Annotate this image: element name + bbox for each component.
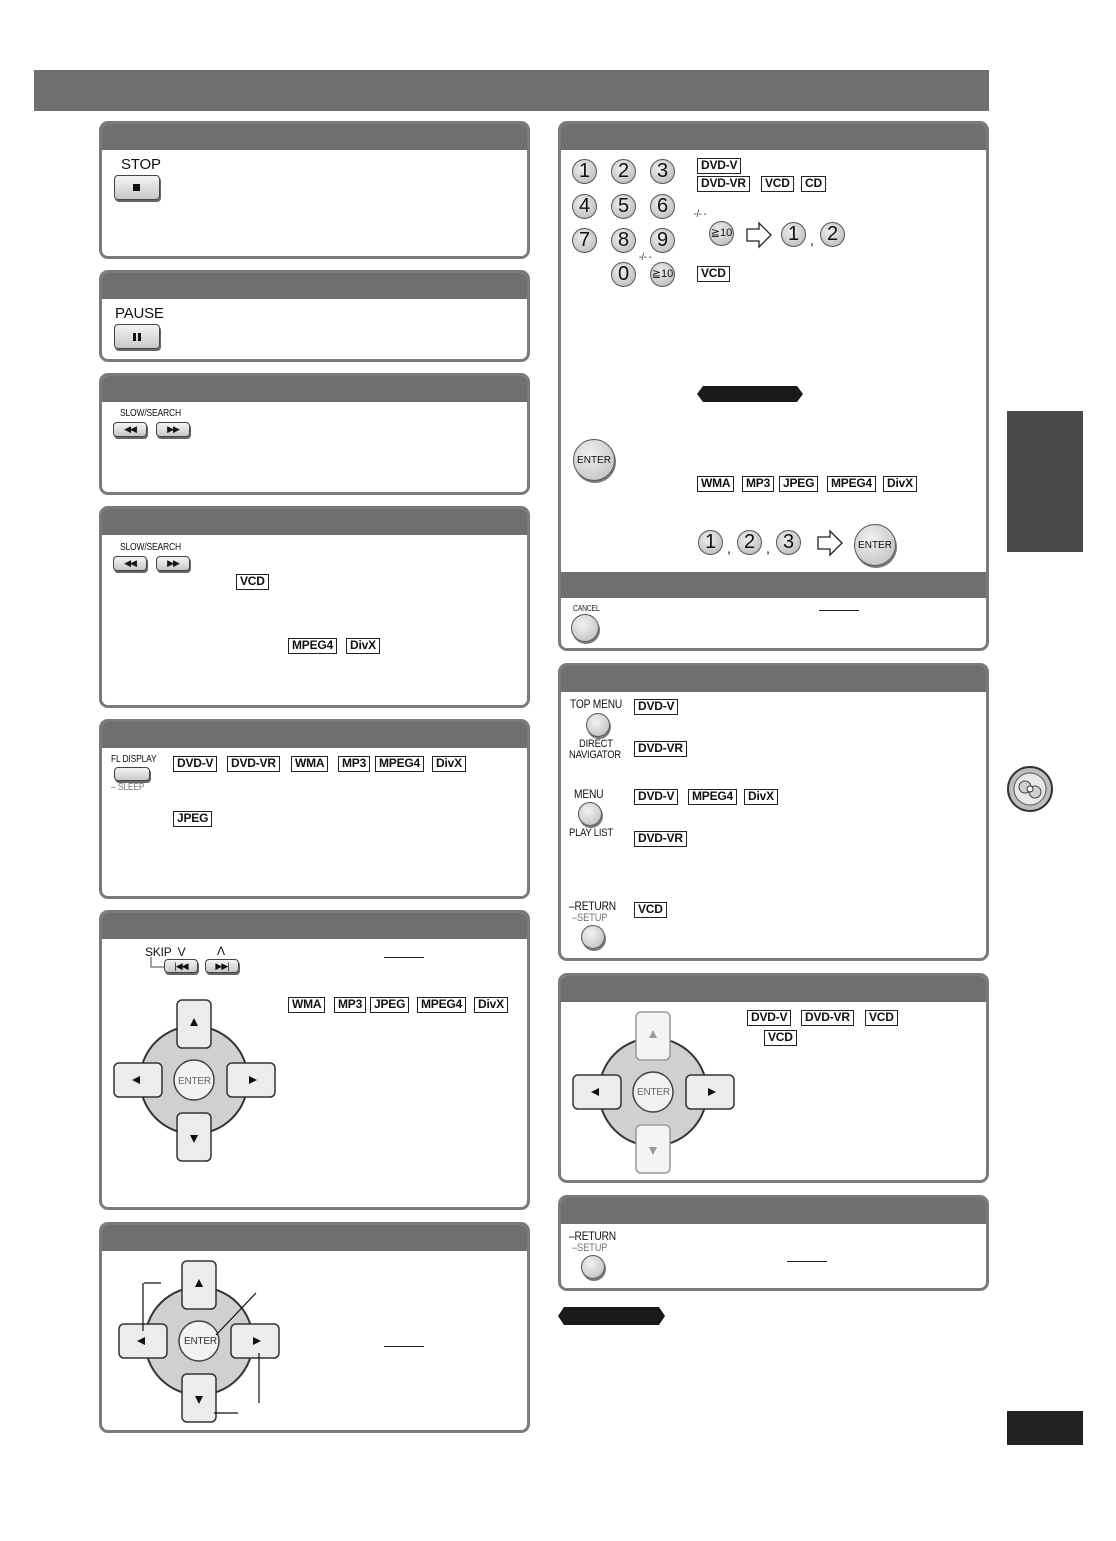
- panel-menus: [558, 663, 989, 961]
- format-tag-jpeg: JPEG: [779, 476, 818, 492]
- format-tag-dvdv: DVD-V: [634, 699, 678, 715]
- panel-header: [102, 273, 527, 299]
- comma: ,: [727, 540, 731, 556]
- disc-icon: [1006, 765, 1054, 813]
- note-banner: [558, 1307, 665, 1325]
- fl-display-label: FL DISPLAY: [111, 754, 157, 765]
- format-tag-vcd: VCD: [634, 902, 667, 918]
- direct-label: DIRECT: [579, 738, 613, 750]
- enter-button[interactable]: ENTER: [573, 439, 615, 481]
- format-tag-dvdvr: DVD-VR: [634, 741, 687, 757]
- panel-stop: [99, 121, 530, 259]
- format-tag-mp3: MP3: [742, 476, 774, 492]
- panel-header: [102, 722, 527, 748]
- comma: ,: [766, 540, 770, 556]
- skip-up-symbol: Λ: [217, 944, 225, 958]
- enter-label: ENTER: [637, 1087, 670, 1098]
- number-button-1[interactable]: 1: [572, 159, 597, 184]
- search-forward-button[interactable]: ▶▶: [156, 422, 190, 437]
- panel-return: [558, 1195, 989, 1291]
- format-tag-dvdv: DVD-V: [697, 158, 741, 174]
- number-button-4[interactable]: 4: [572, 194, 597, 219]
- format-tag-cd: CD: [801, 176, 826, 192]
- number-button-0[interactable]: 0: [611, 262, 636, 287]
- underline-ref: [819, 610, 859, 611]
- play-list-label: PLAY LIST: [569, 827, 613, 839]
- panel-header: [561, 976, 986, 1002]
- page-header-bar: [34, 70, 989, 111]
- sleep-label: – SLEEP: [111, 782, 145, 793]
- panel-header: [102, 509, 527, 535]
- format-tag-divx: DivX: [883, 476, 917, 492]
- enter-label: ENTER: [184, 1336, 217, 1347]
- fl-display-button[interactable]: [114, 767, 150, 781]
- enter-icon: ENTER: [854, 524, 896, 566]
- skip-back-button[interactable]: |◀◀: [164, 959, 198, 973]
- panel-slow-motion: [99, 506, 530, 708]
- search-backward-button[interactable]: ◀◀: [113, 422, 147, 437]
- return-button[interactable]: [581, 925, 605, 949]
- skip-forward-button[interactable]: ▶▶|: [205, 959, 239, 973]
- panel-subheader: [561, 572, 986, 598]
- slow-backward-button[interactable]: ◀◀: [113, 556, 147, 571]
- number-button-5[interactable]: 5: [611, 194, 636, 219]
- panel-pause: [99, 270, 530, 362]
- enter-label: ENTER: [178, 1076, 211, 1087]
- panel-display: [99, 719, 530, 899]
- panel-header: [561, 666, 986, 692]
- format-tag-divx: DivX: [744, 789, 778, 805]
- format-tag-wma: WMA: [697, 476, 734, 492]
- panel-header: [102, 1225, 527, 1251]
- number-icon-3: 3: [776, 530, 801, 555]
- panel-skip: [99, 910, 530, 1210]
- number-button-3[interactable]: 3: [650, 159, 675, 184]
- format-tag-divx: DivX: [432, 756, 466, 772]
- chapter-tab: [1007, 411, 1083, 552]
- format-tag-divx: DivX: [346, 638, 380, 654]
- menu-button[interactable]: [578, 802, 602, 826]
- format-tag-divx: DivX: [474, 997, 508, 1013]
- format-tag-dvdv: DVD-V: [634, 789, 678, 805]
- format-tag-dvdvr: DVD-VR: [634, 831, 687, 847]
- number-icon-2: 2: [737, 530, 762, 555]
- underline-ref: [384, 957, 424, 958]
- format-tag-mpeg4: MPEG4: [288, 638, 337, 654]
- number-button-9[interactable]: 9: [650, 228, 675, 253]
- panel-search: [99, 373, 530, 495]
- comma: ,: [810, 232, 814, 248]
- return-label: –RETURN: [569, 1229, 617, 1243]
- format-tag-vcd: VCD: [761, 176, 794, 192]
- setup-label: –SETUP: [572, 1242, 608, 1254]
- format-tag-dvdvr: DVD-VR: [227, 756, 280, 772]
- format-tag-mpeg4: MPEG4: [417, 997, 466, 1013]
- stop-button[interactable]: [114, 175, 160, 200]
- panel-header: [102, 913, 527, 939]
- format-tag-jpeg: JPEG: [370, 997, 409, 1013]
- number-button-2[interactable]: 2: [611, 159, 636, 184]
- arrow-right-icon: [816, 529, 844, 557]
- panel-header: [561, 124, 986, 150]
- slow-search-label: SLOW/SEARCH: [120, 408, 181, 419]
- return-button[interactable]: [581, 1255, 605, 1279]
- number-button-7[interactable]: 7: [572, 228, 597, 253]
- page-number-tab: [1007, 1411, 1083, 1445]
- top-menu-label: TOP MENU: [570, 697, 623, 711]
- panel-header: [561, 1198, 986, 1224]
- format-tag-vcd: VCD: [236, 574, 269, 590]
- panel-header: [102, 124, 527, 150]
- format-tag-dvdvr: DVD-VR: [801, 1010, 854, 1026]
- slow-forward-button[interactable]: ▶▶: [156, 556, 190, 571]
- number-icon-1: 1: [698, 530, 723, 555]
- menu-label: MENU: [574, 787, 604, 801]
- stop-label: STOP: [121, 156, 161, 173]
- navigator-label: NAVIGATOR: [569, 749, 621, 761]
- ten-plus-label: -/- -: [639, 252, 652, 263]
- panel-page-skip: [558, 973, 989, 1183]
- format-tag-mpeg4: MPEG4: [827, 476, 876, 492]
- format-tag-wma: WMA: [291, 756, 328, 772]
- cancel-label: CANCEL: [573, 604, 600, 613]
- ten-plus-button[interactable]: ≧10: [650, 262, 675, 287]
- format-tag-vcd: VCD: [865, 1010, 898, 1026]
- format-tag-dvdv: DVD-V: [747, 1010, 791, 1026]
- panel-numbered: [558, 121, 989, 651]
- note-banner: [697, 386, 803, 402]
- underline-ref: [384, 1346, 424, 1347]
- return-label: –RETURN: [569, 899, 617, 913]
- format-tag-vcd: VCD: [764, 1030, 797, 1046]
- arrow-right-icon: [745, 221, 773, 249]
- slow-search-label: SLOW/SEARCH: [120, 542, 181, 553]
- format-tag-dvdv: DVD-V: [173, 756, 217, 772]
- format-tag-vcd: VCD: [697, 266, 730, 282]
- pause-label: PAUSE: [115, 305, 164, 322]
- ten-plus-icon: ≧10: [709, 221, 734, 246]
- panel-header: [102, 376, 527, 402]
- pause-button[interactable]: [114, 324, 160, 349]
- ten-plus-label: -/- -: [694, 209, 707, 220]
- format-tag-mpeg4: MPEG4: [688, 789, 737, 805]
- number-icon-2: 2: [820, 222, 845, 247]
- format-tag-mpeg4: MPEG4: [375, 756, 424, 772]
- number-icon-1: 1: [781, 222, 806, 247]
- underline-ref: [787, 1261, 827, 1262]
- number-button-6[interactable]: 6: [650, 194, 675, 219]
- number-button-8[interactable]: 8: [611, 228, 636, 253]
- format-tag-mp3: MP3: [334, 997, 366, 1013]
- format-tag-jpeg: JPEG: [173, 811, 212, 827]
- format-tag-mp3: MP3: [338, 756, 370, 772]
- cancel-button[interactable]: [571, 614, 599, 642]
- format-tag-wma: WMA: [288, 997, 325, 1013]
- top-menu-button[interactable]: [586, 713, 610, 737]
- format-tag-dvdvr: DVD-VR: [697, 176, 750, 192]
- panel-cursor: [99, 1222, 530, 1433]
- setup-label: –SETUP: [572, 912, 608, 924]
- skip-label: SKIP V: [145, 945, 186, 959]
